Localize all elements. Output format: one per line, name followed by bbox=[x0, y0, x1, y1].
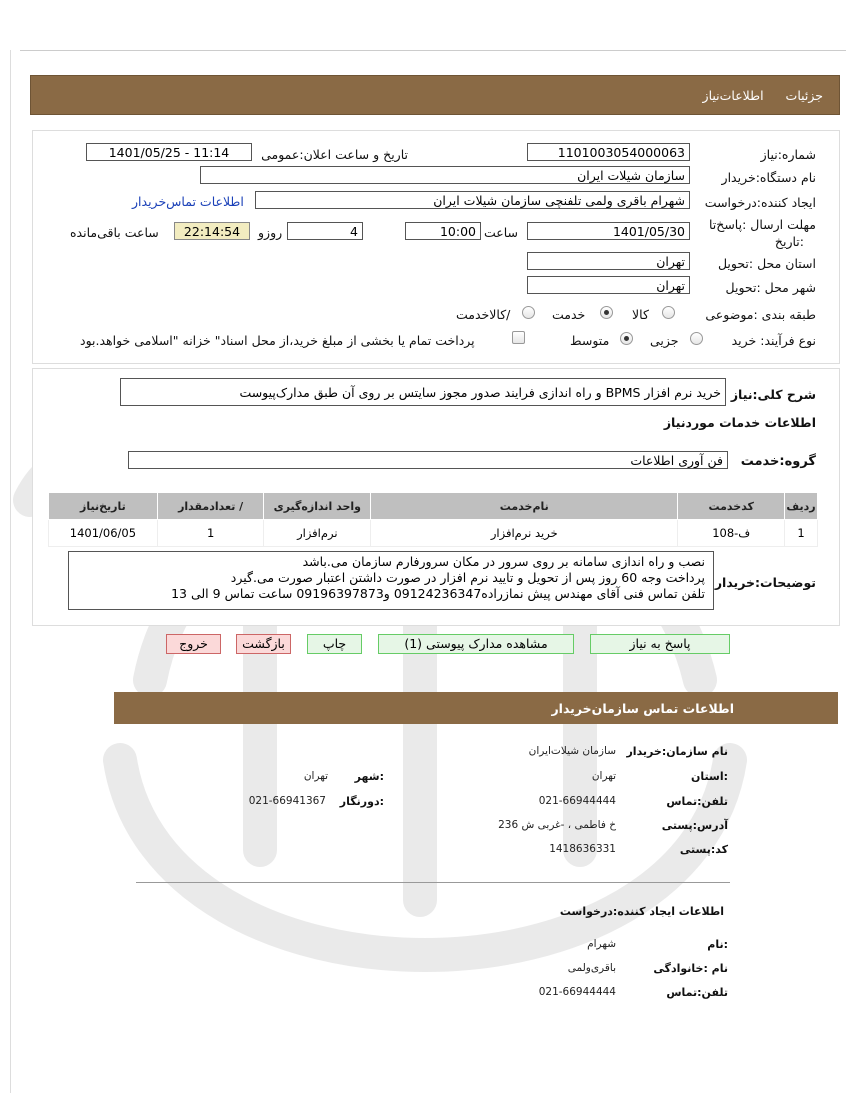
requester-section-title: اطلاعات ایجاد کننده:درخواست bbox=[559, 905, 724, 918]
contact-fax-label: :دورنگار bbox=[339, 795, 384, 808]
treasury-payment-checkbox[interactable] bbox=[512, 331, 525, 344]
contact-bar bbox=[114, 692, 838, 724]
days-label: روزو bbox=[258, 225, 283, 240]
service-group-label: گروه:خدمت bbox=[740, 454, 816, 469]
col-service-name: نام‌خدمت bbox=[371, 493, 678, 520]
col-quantity: / تعدادمقدار bbox=[157, 493, 264, 520]
category-goods-service-radio[interactable] bbox=[522, 306, 535, 319]
process-medium-label: متوسط bbox=[570, 333, 610, 348]
city-label: شهر محل :تحویل bbox=[725, 280, 816, 295]
province-label: استان محل :تحویل bbox=[717, 256, 816, 271]
contact-fax-value: 021-66941367 bbox=[248, 795, 326, 807]
col-service-code: کدخدمت bbox=[678, 493, 785, 520]
contact-phone-value: 021-66944444 bbox=[538, 795, 616, 807]
cell-service-name: خرید نرم‌افزار bbox=[371, 520, 678, 547]
contact-city-value: تهران bbox=[303, 770, 328, 782]
province-field[interactable]: تهران bbox=[527, 252, 690, 270]
requester-first-name-value: شهرام bbox=[587, 938, 616, 950]
cell-row: 1 bbox=[785, 520, 818, 547]
deadline-date-field[interactable]: 1401/05/30 bbox=[527, 222, 690, 240]
description-field[interactable]: خرید نرم افزار BPMS و راه اندازی فرایند صدور مجوز سایتس بر روی آن طبق مدارک‌پیوست bbox=[120, 378, 726, 406]
buyer-contact-link[interactable]: اطلاعات تماس‌خریدار bbox=[132, 194, 244, 209]
category-goods-radio[interactable] bbox=[662, 306, 675, 319]
buyer-org-label: نام دستگاه:خریدار bbox=[721, 170, 816, 185]
buyer-notes-label: توضیحات:خریدار bbox=[714, 575, 816, 590]
process-partial-radio[interactable] bbox=[690, 332, 703, 345]
cell-quantity: 1 bbox=[157, 520, 264, 547]
attachments-button[interactable]: مشاهده مدارک پیوستی (1) bbox=[378, 634, 574, 654]
tab-need-info[interactable]: اطلاعات‌نیاز bbox=[702, 88, 764, 103]
col-need-date: تاریخ‌نیاز bbox=[49, 493, 158, 520]
category-service-radio[interactable] bbox=[600, 306, 613, 319]
requester-label: ایجاد کننده:درخواست bbox=[704, 195, 816, 210]
process-partial-label: جزیی bbox=[650, 333, 679, 348]
deadline-label: مهلت ارسال :پاسخ‌تا bbox=[708, 217, 816, 232]
top-divider bbox=[20, 50, 846, 51]
contact-phone-label: تلفن:تماس bbox=[666, 795, 728, 808]
contact-postal-value: 1418636331 bbox=[549, 843, 616, 855]
requester-last-name-value: باقری‌ولمی bbox=[567, 962, 616, 974]
reply-button[interactable]: پاسخ به نیاز bbox=[590, 634, 730, 654]
description-label: شرح کلی:نیاز bbox=[730, 387, 816, 402]
back-button[interactable]: بازگشت bbox=[236, 634, 291, 654]
requester-first-name-label: :نام bbox=[707, 938, 728, 951]
announce-field[interactable]: 1401/05/25 - 11:14 bbox=[86, 143, 252, 161]
requester-field[interactable]: شهرام باقری ولمی تلفنچی سازمان شیلات ایران bbox=[255, 191, 690, 209]
remaining-timer: 22:14:54 bbox=[174, 222, 250, 240]
org-name-value: سازمان شیلات‌ایران bbox=[528, 745, 616, 757]
print-button[interactable]: چاپ bbox=[307, 634, 362, 654]
days-field[interactable]: 4 bbox=[287, 222, 363, 240]
header-bar bbox=[30, 75, 840, 115]
org-name-label: نام سازمان:خریدار bbox=[626, 745, 728, 758]
category-goods-label: کالا bbox=[632, 307, 649, 322]
requester-last-name-label: نام :خانوادگی bbox=[653, 962, 728, 975]
need-number-label: شماره:نیاز bbox=[760, 147, 816, 162]
deadline-time-field[interactable]: 10:00 bbox=[405, 222, 481, 240]
contact-address-label: آدرس:پستی bbox=[661, 819, 728, 832]
notes-line: نصب و راه اندازی سامانه بر روی سرور در مکان سرورفارم سازمان می.باشد bbox=[302, 554, 705, 569]
service-group-field[interactable]: فن آوری اطلاعات bbox=[128, 451, 728, 469]
left-border bbox=[10, 50, 11, 1093]
need-number-field[interactable]: 1101003054000063 bbox=[527, 143, 690, 161]
buyer-org-field[interactable]: سازمان شیلات ایران bbox=[200, 166, 690, 184]
contact-postal-label: کد:پستی bbox=[679, 843, 728, 856]
category-service-label: خدمت bbox=[552, 307, 586, 322]
city-field[interactable]: تهران bbox=[527, 276, 690, 294]
contact-province-label: :استان bbox=[691, 770, 728, 783]
col-row: ردیف bbox=[785, 493, 818, 520]
table-row bbox=[49, 520, 818, 547]
deadline-label-date: :تاریخ bbox=[774, 234, 804, 249]
services-table bbox=[48, 492, 818, 547]
contact-address-value: خ فاطمی ، -غربی ش 236 bbox=[498, 819, 616, 831]
process-label: نوع فرآیند: خرید bbox=[731, 333, 816, 348]
category-goods-service-label: /کالاخدمت bbox=[456, 307, 511, 322]
contact-province-value: تهران bbox=[591, 770, 616, 782]
col-unit: واحد اندازه‌گیری bbox=[264, 493, 371, 520]
tab-details[interactable]: جزئیات bbox=[785, 88, 823, 103]
notes-line: تلفن تماس فنی آقای مهندس پیش نمازراده09124236347 و09196397873 ساعت تماس 9 الی 13 bbox=[171, 586, 705, 601]
contact-city-label: :شهر bbox=[354, 770, 384, 783]
contact-divider bbox=[136, 882, 730, 883]
announce-label: تاریخ و ساعت اعلان:عمومی bbox=[261, 147, 408, 162]
header-tabs bbox=[685, 76, 823, 114]
notes-line: پرداخت وجه 60 روز پس از تحویل و تایید نرم افزار در صورت داشتن اعتبار صورت می.گیرد bbox=[230, 570, 705, 585]
services-title: اطلاعات خدمات موردنیاز bbox=[663, 415, 816, 430]
category-label: طبقه بندی :موضوعی bbox=[705, 307, 816, 322]
treasury-payment-note: پرداخت تمام یا بخشی از مبلغ خرید،از محل اسناد" خزانه "اسلامی خواهد.بود bbox=[80, 333, 475, 348]
remaining-label: ساعت باقی‌مانده bbox=[70, 225, 159, 240]
table-header-row bbox=[49, 493, 818, 520]
requester-phone-value: 021-66944444 bbox=[538, 986, 616, 998]
cell-unit: نرم‌افزار bbox=[264, 520, 371, 547]
buyer-notes-box bbox=[68, 551, 714, 610]
contact-title: اطلاعات تماس سازمان‌خریدار bbox=[551, 701, 734, 716]
time-label: ساعت bbox=[484, 225, 519, 240]
cell-service-code: ف-108 bbox=[678, 520, 785, 547]
requester-phone-label: تلفن:تماس bbox=[666, 986, 728, 999]
cell-need-date: 1401/06/05 bbox=[49, 520, 158, 547]
exit-button[interactable]: خروج bbox=[166, 634, 221, 654]
process-medium-radio[interactable] bbox=[620, 332, 633, 345]
